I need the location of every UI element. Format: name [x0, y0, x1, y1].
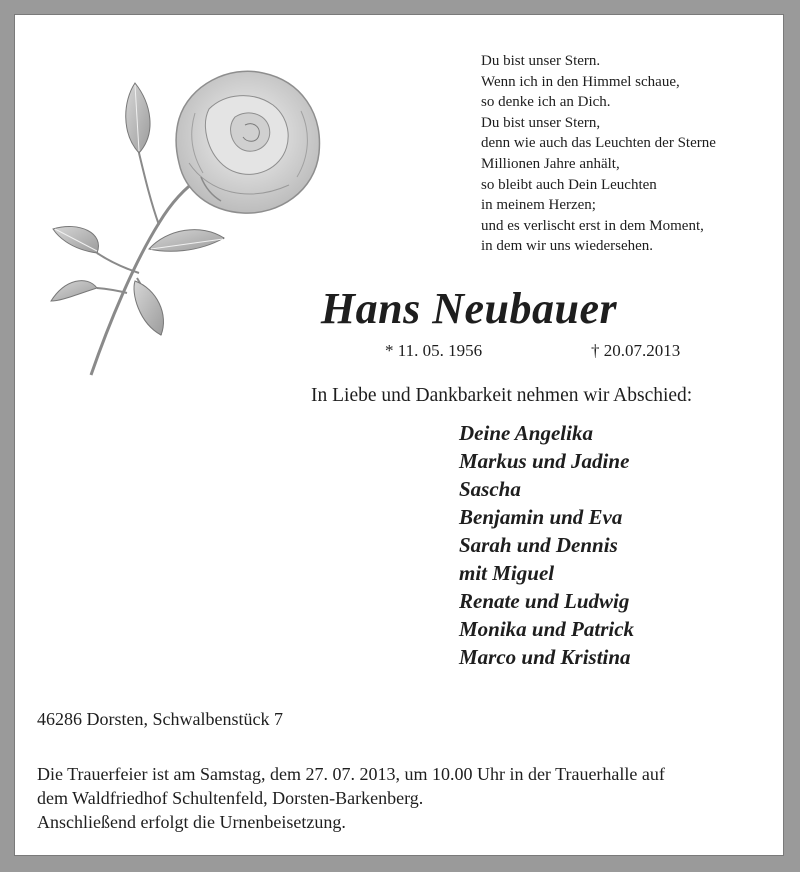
poem-line: Du bist unser Stern. [481, 53, 601, 69]
poem-line: Du bist unser Stern, [481, 114, 601, 131]
mourner-name: Renate und Ludwig [459, 589, 630, 613]
ceremony-line: dem Waldfriedhof Schultenfeld, Dorsten-Barkenberg. [37, 788, 424, 808]
ceremony-line: Anschließend erfolgt die Urnenbeisetzung. [37, 812, 346, 832]
mourner-name: Marco und Kristina [459, 645, 631, 669]
farewell-text: In Liebe und Dankbarkeit nehmen wir Abschied: [311, 385, 693, 406]
mourner-name: Deine Angelika [459, 421, 593, 445]
poem-line: in meinem Herzen; [481, 197, 596, 214]
mourner-name: mit Miguel [459, 561, 555, 585]
obituary-notice [14, 14, 784, 856]
deceased-name: Hans Neubauer [320, 284, 618, 333]
mourner-name: Sascha [459, 477, 521, 501]
poem-line: so denke ich an Dich. [481, 94, 611, 111]
ceremony-line: Die Trauerfeier ist am Samstag, dem 27. 07. 2013, um 10.00 Uhr in der Trauerhalle auf [37, 764, 665, 784]
mourner-name: Monika und Patrick [459, 617, 635, 641]
mourner-name: Sarah und Dennis [459, 533, 618, 557]
death-date: † 20.07.2013 [591, 341, 681, 360]
ceremony-info [37, 762, 665, 834]
poem-line: Millionen Jahre anhält, [481, 155, 620, 172]
poem [481, 51, 716, 257]
mourner-name: Benjamin und Eva [459, 505, 623, 529]
mourner-name: Markus und Jadine [459, 449, 630, 473]
birth-date: * 11. 05. 1956 [385, 341, 483, 360]
address: 46286 Dorsten, Schwalbenstück 7 [37, 709, 283, 729]
mourners-list [459, 419, 634, 671]
poem-line: so bleibt auch Dein Leuchten [481, 176, 657, 193]
poem-line: denn wie auch das Leuchten der Sterne [481, 135, 716, 152]
poem-line: Wenn ich in den Himmel schaue, [481, 73, 680, 90]
poem-line: in dem wir uns wiedersehen. [481, 238, 654, 255]
poem-line: und es verlischt erst in dem Moment, [481, 217, 704, 234]
